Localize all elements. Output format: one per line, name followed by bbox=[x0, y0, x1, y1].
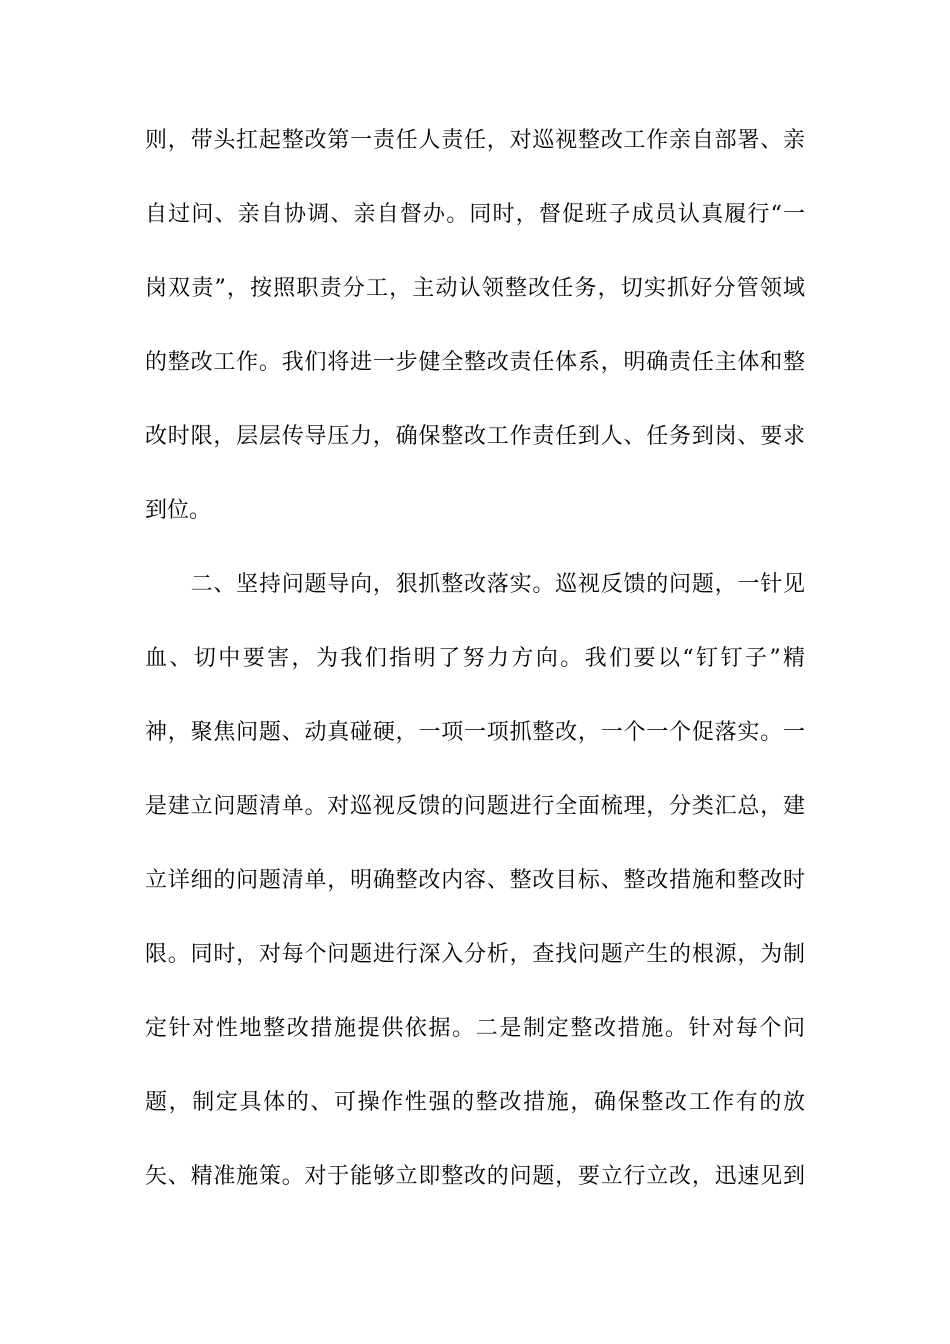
paragraph-line: 到位。 bbox=[145, 498, 212, 523]
paragraph-line: 定针对性地整改措施提供依据。二是制定整改措施。针对每个问 bbox=[145, 1016, 805, 1041]
paragraph-line: 改时限，层层传导压力，确保整改工作责任到人、任务到岗、要求 bbox=[145, 424, 805, 449]
paragraph-line: 是建立问题清单。对巡视反馈的问题进行全面梳理，分类汇总，建 bbox=[145, 794, 805, 819]
paragraph-line: 限。同时，对每个问题进行深入分析，查找问题产生的根源，为制 bbox=[145, 942, 805, 967]
document-body bbox=[145, 124, 805, 1234]
section-heading-line: 二、坚持问题导向，狠抓整改落实。巡视反馈的问题，一针见 bbox=[145, 572, 805, 597]
paragraph-line: 自过问、亲自协调、亲自督办。同时，督促班子成员认真履行“一 bbox=[145, 202, 805, 227]
paragraph-line: 岗双责”，按照职责分工，主动认领整改任务，切实抓好分管领域 bbox=[145, 276, 805, 301]
paragraph-line: 神，聚焦问题、动真碰硬，一项一项抓整改，一个一个促落实。一 bbox=[145, 720, 805, 745]
paragraph-line: 则，带头扛起整改第一责任人责任，对巡视整改工作亲自部署、亲 bbox=[145, 128, 805, 153]
paragraph-line: 矢、精准施策。对于能够立即整改的问题，要立行立改，迅速见到 bbox=[145, 1164, 805, 1189]
paragraph-line: 的整改工作。我们将进一步健全整改责任体系，明确责任主体和整 bbox=[145, 350, 805, 375]
paragraph-line: 立详细的问题清单，明确整改内容、整改目标、整改措施和整改时 bbox=[145, 868, 805, 893]
paragraph-line: 血、切中要害，为我们指明了努力方向。我们要以“钉钉子”精 bbox=[145, 646, 805, 671]
paragraph-line: 题，制定具体的、可操作性强的整改措施，确保整改工作有的放 bbox=[145, 1090, 805, 1115]
